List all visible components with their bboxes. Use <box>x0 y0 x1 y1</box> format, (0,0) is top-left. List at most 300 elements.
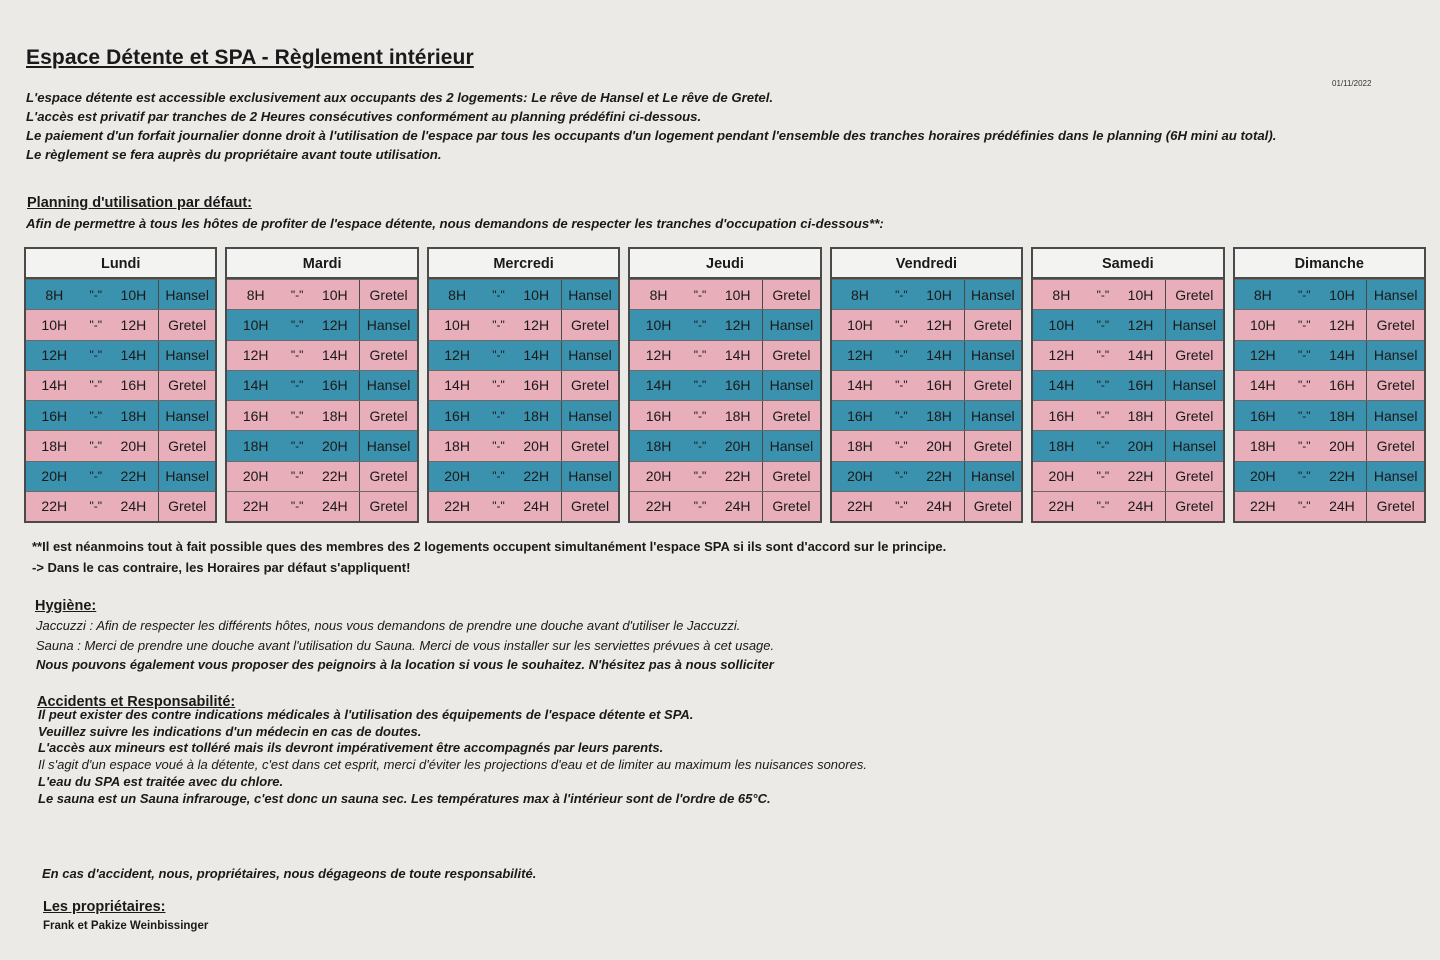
time-slot <box>1235 370 1424 400</box>
slot-separator: "-" <box>290 317 304 332</box>
footnote <box>32 536 946 578</box>
time-slot <box>1033 370 1222 400</box>
intro-line: Le règlement se fera auprès du propriétaire avant toute utilisation. <box>26 147 442 162</box>
hygiene-section <box>36 616 774 675</box>
day-header: Jeudi <box>630 249 819 279</box>
slot-start: 16H <box>1249 407 1276 424</box>
intro-paragraph <box>26 88 1406 164</box>
slot-separator: "-" <box>693 499 707 514</box>
slot-occupant: Gretel <box>762 492 820 521</box>
time-slot <box>1033 340 1222 370</box>
slot-start: 22H <box>41 498 68 515</box>
slot-start: 14H <box>444 377 470 394</box>
slot-end: 14H <box>926 347 952 364</box>
slot-start: 16H <box>645 407 672 424</box>
time-slot <box>227 340 416 370</box>
slot-separator: "-" <box>89 408 102 423</box>
slot-end: 22H <box>120 468 147 485</box>
time-slot <box>227 309 416 339</box>
day-header: Mardi <box>227 249 416 279</box>
slot-start: 20H <box>645 468 672 485</box>
slot-end: 12H <box>523 316 550 333</box>
time-slot <box>429 400 618 430</box>
accidents-line: Le sauna est un Sauna infrarouge, c'est donc un sauna sec. Les températures max à l'intérieur sont de l'ordre de 65°C. <box>38 790 771 806</box>
slot-end: 10H <box>1329 286 1355 303</box>
slot-occupant: Gretel <box>1366 310 1424 339</box>
day-column-mercredi <box>427 247 620 523</box>
slot-end: 20H <box>1329 437 1355 454</box>
slot-start: 18H <box>645 437 672 454</box>
time-slot <box>630 309 819 339</box>
slot-occupant: Hansel <box>762 310 820 339</box>
slot-end: 18H <box>120 407 147 424</box>
slot-separator: "-" <box>1096 499 1110 514</box>
time-slot <box>26 400 215 430</box>
time-slot <box>1235 400 1424 430</box>
slot-separator: "-" <box>89 469 102 484</box>
slot-occupant: Gretel <box>964 492 1022 521</box>
slot-separator: "-" <box>693 438 707 453</box>
slot-start: 8H <box>649 286 668 303</box>
slot-end: 18H <box>1127 407 1154 424</box>
slot-occupant: Gretel <box>359 401 417 430</box>
hygiene-text: Merci de prendre une douche avant l'utilisation du Sauna. Merci de vous installer sur les serviettes prévues à cet usage. <box>80 637 775 653</box>
time-slot <box>832 340 1021 370</box>
slot-separator: "-" <box>492 469 505 484</box>
slot-end: 10H <box>321 286 348 303</box>
time-slot <box>630 491 819 521</box>
slot-start: 22H <box>1048 498 1075 515</box>
hygiene-label: Sauna : <box>36 637 81 653</box>
slot-separator: "-" <box>89 438 102 453</box>
slot-occupant: Hansel <box>158 280 216 309</box>
hygiene-line <box>36 655 774 675</box>
hygiene-text: Afin de respecter les différents hôtes, nous vous demandons de prendre une douche avant d'utiliser le Jaccuzzi. <box>93 618 741 633</box>
slot-end: 16H <box>523 377 550 394</box>
slot-occupant: Gretel <box>762 401 820 430</box>
slot-separator: "-" <box>895 469 908 484</box>
time-slot <box>429 370 618 400</box>
slot-start: 12H <box>645 347 672 364</box>
slot-start: 16H <box>242 407 269 424</box>
slot-separator: "-" <box>290 499 304 514</box>
slot-start: 10H <box>1249 316 1276 333</box>
slot-occupant: Hansel <box>1165 310 1223 339</box>
day-header: Vendredi <box>832 249 1021 279</box>
time-slot <box>832 461 1021 491</box>
slot-occupant: Gretel <box>1366 371 1424 400</box>
time-slot <box>1033 279 1222 309</box>
slot-start: 22H <box>1249 498 1276 515</box>
slot-separator: "-" <box>693 348 707 363</box>
intro-line: Le paiement d'un forfait journalier donne droit à l'utilisation de l'espace par tous les occupants d'un logement pendant l'ensemble des tranches horaires prédéfinies dans le planning (6H mini au total). <box>26 128 1277 143</box>
slot-end: 22H <box>1329 468 1355 485</box>
slot-occupant: Gretel <box>158 492 216 521</box>
time-slot <box>26 430 215 460</box>
day-header: Samedi <box>1033 249 1222 279</box>
slot-occupant: Hansel <box>1366 280 1424 309</box>
slot-separator: "-" <box>290 438 304 453</box>
slot-occupant: Hansel <box>1366 401 1424 430</box>
slot-occupant: Hansel <box>1366 341 1424 370</box>
slot-start: 16H <box>41 407 68 424</box>
slot-occupant: Hansel <box>964 401 1022 430</box>
time-slot <box>832 309 1021 339</box>
slot-end: 20H <box>523 437 550 454</box>
document-title: Espace Détente et SPA - Règlement intérieur <box>26 46 474 69</box>
time-slot <box>227 370 416 400</box>
slot-separator: "-" <box>1096 378 1110 393</box>
slot-start: 12H <box>1249 347 1276 364</box>
slot-end: 20H <box>120 437 147 454</box>
slot-separator: "-" <box>895 317 908 332</box>
time-slot <box>429 461 618 491</box>
slot-end: 22H <box>1127 468 1154 485</box>
slot-separator: "-" <box>290 408 304 423</box>
slot-occupant: Gretel <box>1165 462 1223 491</box>
slot-start: 10H <box>847 316 873 333</box>
time-slot <box>26 370 215 400</box>
slot-separator: "-" <box>1297 378 1311 393</box>
time-slot <box>26 279 215 309</box>
slot-start: 22H <box>242 498 269 515</box>
owners-names: Frank et Pakize Weinbissinger <box>43 920 209 932</box>
slot-start: 20H <box>847 468 873 485</box>
slot-occupant: Hansel <box>762 431 820 460</box>
slot-start: 18H <box>1249 437 1276 454</box>
accidents-line: Veuillez suivre les indications d'un médecin en cas de doutes. <box>38 723 422 739</box>
slot-end: 10H <box>120 286 147 303</box>
slot-occupant: Gretel <box>158 371 216 400</box>
slot-occupant: Gretel <box>359 462 417 491</box>
slot-separator: "-" <box>1096 317 1110 332</box>
time-slot <box>630 400 819 430</box>
slot-separator: "-" <box>693 378 707 393</box>
slot-end: 24H <box>120 498 147 515</box>
slot-start: 16H <box>1048 407 1075 424</box>
slot-end: 18H <box>724 407 751 424</box>
slot-occupant: Gretel <box>1366 492 1424 521</box>
slot-end: 14H <box>1127 347 1154 364</box>
slot-end: 12H <box>724 316 751 333</box>
slot-occupant: Hansel <box>561 280 619 309</box>
accidents-title: Accidents et Responsabilité: <box>37 694 236 710</box>
slot-end: 12H <box>1329 316 1355 333</box>
slot-occupant: Gretel <box>561 492 619 521</box>
time-slot <box>832 430 1021 460</box>
slot-end: 12H <box>1127 316 1154 333</box>
slot-start: 8H <box>851 286 869 303</box>
day-column-lundi <box>24 247 217 523</box>
slot-end: 16H <box>321 377 348 394</box>
slot-end: 10H <box>724 286 751 303</box>
slot-end: 14H <box>120 347 147 364</box>
slot-end: 16H <box>1329 377 1355 394</box>
slot-separator: "-" <box>290 469 304 484</box>
slot-separator: "-" <box>89 287 102 302</box>
slot-start: 12H <box>242 347 269 364</box>
slot-separator: "-" <box>1096 408 1110 423</box>
day-column-dimanche <box>1233 247 1426 523</box>
slot-separator: "-" <box>693 317 707 332</box>
slot-separator: "-" <box>895 348 908 363</box>
disclaimer: En cas d'accident, nous, propriétaires, nous dégageons de toute responsabilité. <box>42 866 537 881</box>
slot-end: 10H <box>926 286 952 303</box>
slot-end: 22H <box>321 468 348 485</box>
slot-occupant: Gretel <box>964 371 1022 400</box>
slot-separator: "-" <box>492 348 505 363</box>
hygiene-title: Hygiène: <box>35 598 97 614</box>
slot-end: 16H <box>724 377 751 394</box>
slot-end: 16H <box>1127 377 1154 394</box>
time-slot <box>832 370 1021 400</box>
day-column-samedi <box>1031 247 1224 523</box>
time-slot <box>1235 430 1424 460</box>
slot-occupant: Gretel <box>158 431 216 460</box>
time-slot <box>630 340 819 370</box>
time-slot <box>429 309 618 339</box>
time-slot <box>26 491 215 521</box>
time-slot <box>26 340 215 370</box>
time-slot <box>1033 430 1222 460</box>
slot-start: 12H <box>41 347 68 364</box>
slot-start: 12H <box>1048 347 1075 364</box>
slot-separator: "-" <box>1297 499 1311 514</box>
accidents-line: L'accès aux mineurs est tolléré mais ils devront impérativement être accompagnés par leurs parents. <box>38 740 664 756</box>
slot-start: 18H <box>242 437 269 454</box>
time-slot <box>429 491 618 521</box>
slot-occupant: Hansel <box>964 280 1022 309</box>
slot-start: 12H <box>444 347 470 364</box>
slot-start: 22H <box>847 498 873 515</box>
slot-occupant: Hansel <box>158 401 216 430</box>
footnote-line: **Il est néanmoins tout à fait possible ques des membres des 2 logements occupent simultanément l'espace SPA si ils sont d'accord sur le principe. <box>32 539 947 554</box>
slot-separator: "-" <box>895 438 908 453</box>
slot-start: 20H <box>1249 468 1276 485</box>
time-slot <box>227 461 416 491</box>
slot-end: 10H <box>1127 286 1154 303</box>
slot-start: 8H <box>1052 286 1071 303</box>
slot-end: 18H <box>523 407 550 424</box>
day-header: Dimanche <box>1235 249 1424 279</box>
slot-separator: "-" <box>1096 469 1110 484</box>
time-slot <box>429 279 618 309</box>
slot-separator: "-" <box>1297 287 1311 302</box>
time-slot <box>1033 461 1222 491</box>
slot-occupant: Hansel <box>561 341 619 370</box>
time-slot <box>630 370 819 400</box>
slot-separator: "-" <box>89 499 102 514</box>
slot-start: 8H <box>45 286 64 303</box>
slot-occupant: Hansel <box>158 341 216 370</box>
slot-end: 14H <box>523 347 550 364</box>
slot-end: 24H <box>926 498 952 515</box>
slot-occupant: Gretel <box>762 280 820 309</box>
time-slot <box>630 430 819 460</box>
day-column-mardi <box>225 247 418 523</box>
time-slot <box>429 340 618 370</box>
time-slot <box>832 279 1021 309</box>
slot-separator: "-" <box>492 499 505 514</box>
slot-start: 18H <box>847 437 873 454</box>
slot-start: 22H <box>645 498 672 515</box>
slot-end: 14H <box>724 347 751 364</box>
slot-start: 16H <box>444 407 470 424</box>
hygiene-line <box>36 636 774 656</box>
slot-separator: "-" <box>1297 348 1311 363</box>
slot-start: 18H <box>1048 437 1075 454</box>
slot-occupant: Hansel <box>359 431 417 460</box>
slot-start: 14H <box>645 377 672 394</box>
time-slot <box>630 461 819 491</box>
hygiene-text: Nous pouvons également vous proposer des peignoirs à la location si vous le souhaitez. N'hésitez pas à nous solliciter <box>36 657 774 672</box>
slot-start: 18H <box>41 437 68 454</box>
slot-occupant: Hansel <box>1165 371 1223 400</box>
accidents-line: Il peut exister des contre indications médicales à l'utilisation des équipements de l'espace détente et SPA. <box>38 707 694 722</box>
slot-start: 20H <box>1048 468 1075 485</box>
slot-separator: "-" <box>290 348 304 363</box>
day-header: Mercredi <box>429 249 618 279</box>
document-date: 01/11/2022 <box>1332 79 1372 88</box>
slot-occupant: Gretel <box>964 431 1022 460</box>
slot-occupant: Gretel <box>359 492 417 521</box>
slot-end: 14H <box>321 347 348 364</box>
slot-occupant: Gretel <box>1165 280 1223 309</box>
slot-occupant: Gretel <box>964 310 1022 339</box>
slot-occupant: Gretel <box>359 280 417 309</box>
slot-start: 12H <box>847 347 873 364</box>
day-column-jeudi <box>628 247 821 523</box>
time-slot <box>832 491 1021 521</box>
time-slot <box>1033 491 1222 521</box>
slot-start: 14H <box>1249 377 1276 394</box>
slot-separator: "-" <box>492 317 505 332</box>
time-slot <box>1235 461 1424 491</box>
hygiene-line <box>36 616 774 636</box>
slot-end: 22H <box>724 468 751 485</box>
slot-start: 22H <box>444 498 470 515</box>
slot-occupant: Gretel <box>762 462 820 491</box>
slot-occupant: Hansel <box>964 462 1022 491</box>
slot-end: 24H <box>724 498 751 515</box>
slot-end: 24H <box>523 498 550 515</box>
slot-occupant: Gretel <box>1366 431 1424 460</box>
slot-end: 22H <box>523 468 550 485</box>
slot-end: 24H <box>1329 498 1355 515</box>
slot-start: 14H <box>1048 377 1075 394</box>
time-slot <box>1033 400 1222 430</box>
intro-line: L'accès est privatif par tranches de 2 Heures consécutives conformément au planning prédéfini ci-dessous. <box>26 109 702 124</box>
footnote-line: -> Dans le cas contraire, les Horaires par défaut s'appliquent! <box>32 560 411 575</box>
slot-end: 20H <box>926 437 952 454</box>
slot-end: 10H <box>523 286 550 303</box>
slot-occupant: Hansel <box>359 310 417 339</box>
slot-end: 14H <box>1329 347 1355 364</box>
slot-occupant: Hansel <box>762 371 820 400</box>
slot-separator: "-" <box>492 408 505 423</box>
slot-end: 18H <box>321 407 348 424</box>
slot-start: 10H <box>242 316 269 333</box>
slot-occupant: Gretel <box>1165 341 1223 370</box>
accidents-line: Il s'agit d'un espace voué à la détente, c'est dans cet esprit, merci d'éviter les projections d'eau et de limiter au maximum les nuisances sonores. <box>38 757 867 773</box>
slot-separator: "-" <box>1297 438 1311 453</box>
slot-end: 12H <box>120 316 147 333</box>
owners-title: Les propriétaires: <box>43 899 166 915</box>
intro-line: L'espace détente est accessible exclusivement aux occupants des 2 logements: Le rêve de Hansel et Le rêve de Gretel. <box>26 90 774 105</box>
time-slot <box>227 400 416 430</box>
slot-end: 24H <box>1127 498 1154 515</box>
slot-separator: "-" <box>89 317 102 332</box>
slot-separator: "-" <box>290 287 304 302</box>
slot-separator: "-" <box>1096 348 1110 363</box>
day-column-vendredi <box>830 247 1023 523</box>
time-slot <box>26 309 215 339</box>
slot-start: 20H <box>41 468 68 485</box>
slot-start: 10H <box>41 316 68 333</box>
slot-occupant: Hansel <box>964 341 1022 370</box>
slot-separator: "-" <box>693 408 707 423</box>
time-slot <box>26 461 215 491</box>
slot-occupant: Gretel <box>1165 492 1223 521</box>
slot-occupant: Hansel <box>1366 462 1424 491</box>
slot-separator: "-" <box>895 499 908 514</box>
slot-end: 18H <box>1329 407 1355 424</box>
slot-start: 20H <box>242 468 269 485</box>
slot-end: 18H <box>926 407 952 424</box>
slot-separator: "-" <box>89 378 102 393</box>
slot-occupant: Gretel <box>561 371 619 400</box>
slot-occupant: Hansel <box>158 462 216 491</box>
day-header: Lundi <box>26 249 215 279</box>
slot-occupant: Hansel <box>561 462 619 491</box>
slot-separator: "-" <box>492 287 505 302</box>
slot-occupant: Gretel <box>359 341 417 370</box>
slot-separator: "-" <box>1297 408 1311 423</box>
planning-note: Afin de permettre à tous les hôtes de profiter de l'espace détente, nous demandons de respecter les tranches d'occupation ci-dessous**: <box>26 216 884 231</box>
slot-end: 12H <box>926 316 952 333</box>
time-slot <box>1033 309 1222 339</box>
time-slot <box>429 430 618 460</box>
slot-separator: "-" <box>895 378 908 393</box>
slot-start: 8H <box>246 286 265 303</box>
accidents-section <box>38 707 867 807</box>
slot-separator: "-" <box>693 287 707 302</box>
planning-title: Planning d'utilisation par défaut: <box>27 195 252 211</box>
slot-separator: "-" <box>693 469 707 484</box>
slot-start: 10H <box>645 316 672 333</box>
slot-start: 20H <box>444 468 470 485</box>
time-slot <box>630 279 819 309</box>
slot-end: 20H <box>1127 437 1154 454</box>
time-slot <box>1235 279 1424 309</box>
slot-start: 10H <box>1048 316 1075 333</box>
slot-separator: "-" <box>290 378 304 393</box>
time-slot <box>1235 309 1424 339</box>
slot-end: 20H <box>321 437 348 454</box>
slot-start: 8H <box>448 286 467 303</box>
slot-end: 24H <box>321 498 348 515</box>
slot-occupant: Gretel <box>1165 401 1223 430</box>
slot-occupant: Gretel <box>561 431 619 460</box>
slot-end: 16H <box>926 377 952 394</box>
time-slot <box>227 279 416 309</box>
slot-start: 16H <box>847 407 873 424</box>
slot-occupant: Gretel <box>561 310 619 339</box>
slot-separator: "-" <box>1297 317 1311 332</box>
planning-table <box>24 247 1426 523</box>
slot-start: 18H <box>444 437 470 454</box>
slot-end: 22H <box>926 468 952 485</box>
